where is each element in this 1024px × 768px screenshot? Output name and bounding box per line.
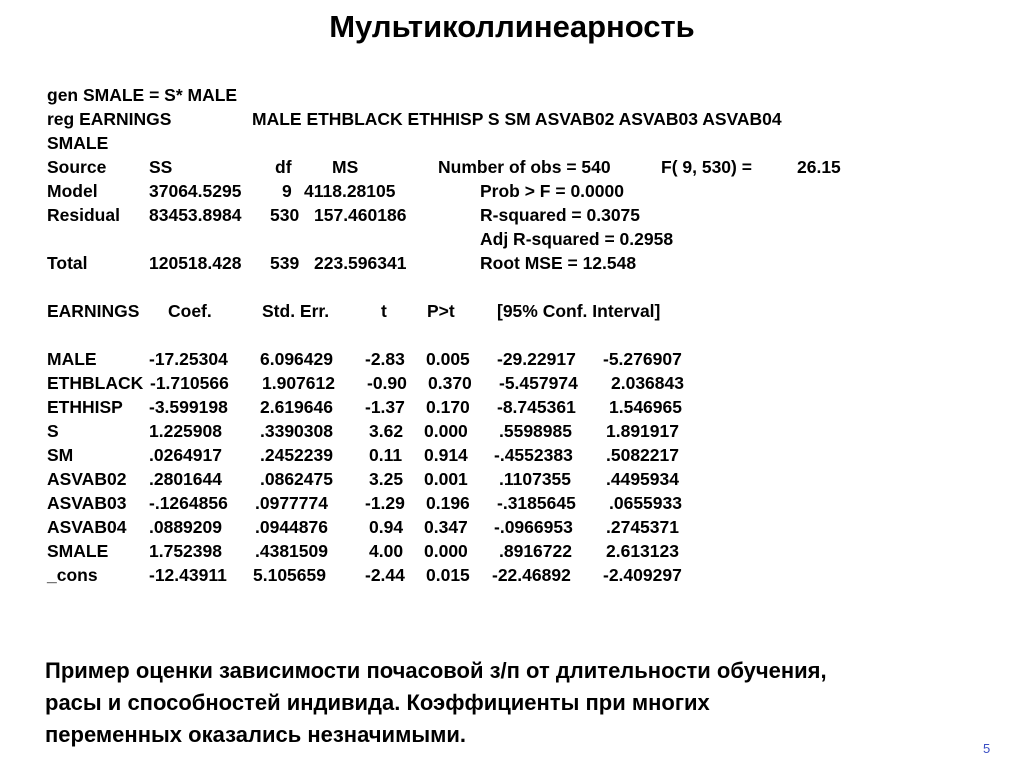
coef-var: S xyxy=(47,421,59,441)
anova-header xyxy=(0,155,1024,179)
coef-value: -.1264856 xyxy=(149,493,228,513)
anova-ss: 83453.8984 xyxy=(149,205,242,225)
anova-ss: 37064.5295 xyxy=(149,181,242,201)
coef-t: 4.00 xyxy=(369,541,404,561)
reg-command-line xyxy=(0,107,1024,131)
coef-ci-hi: .2745371 xyxy=(606,517,679,537)
anova-row xyxy=(0,179,1024,203)
anova-row xyxy=(0,203,1024,227)
coef-ci-hi: 1.891917 xyxy=(606,421,679,441)
coef-row xyxy=(0,443,1024,467)
anova-stat: Adj R-squared = 0.2958 xyxy=(480,229,674,249)
coef-ci-lo: -.0966953 xyxy=(494,517,573,537)
coef-t: -1.29 xyxy=(365,493,405,513)
coef-se: .4381509 xyxy=(255,541,328,561)
header-p: P>t xyxy=(427,301,455,321)
coef-ci-hi: 1.546965 xyxy=(609,397,682,417)
coef-t: 0.11 xyxy=(369,445,403,465)
coef-value: 1.225908 xyxy=(149,421,222,441)
anova-ms: 157.460186 xyxy=(314,205,407,225)
coef-p: 0.196 xyxy=(426,493,470,513)
coef-se: 6.096429 xyxy=(260,349,333,369)
header-nobs: Number of obs = 540 xyxy=(438,157,611,177)
gen-command-line xyxy=(0,83,1024,107)
caption-line: переменных оказались незначимыми. xyxy=(45,722,467,747)
anova-ms: 4118.28105 xyxy=(304,181,396,201)
anova-source: Residual xyxy=(47,205,120,225)
coef-ci-hi: 2.036843 xyxy=(611,373,684,393)
coef-p: 0.914 xyxy=(424,445,468,465)
coef-value: 1.752398 xyxy=(149,541,222,561)
coef-value: -17.25304 xyxy=(149,349,228,369)
coef-se: .0977774 xyxy=(255,493,328,513)
coef-ci-hi: .4495934 xyxy=(606,469,679,489)
coef-t: -2.44 xyxy=(365,565,405,585)
coef-var: ASVAB04 xyxy=(47,517,127,537)
anova-df: 539 xyxy=(270,253,300,273)
coef-p: 0.170 xyxy=(426,397,470,417)
coef-ci-hi: .0655933 xyxy=(609,493,682,513)
reg-variables: MALE ETHBLACK ETHHISP S SM ASVAB02 ASVAB03 ASVAB04 xyxy=(252,109,782,129)
coef-value: -3.599198 xyxy=(149,397,228,417)
coef-se: 5.105659 xyxy=(253,565,326,585)
coef-value: .0889209 xyxy=(149,517,222,537)
coef-ci-lo: .8916722 xyxy=(499,541,572,561)
coef-p: 0.001 xyxy=(424,469,468,489)
coef-p: 0.005 xyxy=(426,349,470,369)
coef-row xyxy=(0,491,1024,515)
coef-se: .0862475 xyxy=(260,469,333,489)
page-number: 5 xyxy=(983,741,991,756)
anova-source: Total xyxy=(47,253,88,273)
coef-se: .3390308 xyxy=(260,421,333,441)
coef-t: -2.83 xyxy=(365,349,405,369)
anova-source: Model xyxy=(47,181,98,201)
coef-se: .2452239 xyxy=(260,445,333,465)
coef-ci-lo: -5.457974 xyxy=(499,373,578,393)
header-coef: Coef. xyxy=(168,301,212,321)
coef-var: ETHHISP xyxy=(47,397,123,417)
coef-t: 3.25 xyxy=(369,469,404,489)
coef-var: ASVAB03 xyxy=(47,493,127,513)
anova-df: 9 xyxy=(282,181,292,201)
coef-value: .2801644 xyxy=(149,469,222,489)
coef-row xyxy=(0,515,1024,539)
reg-command-continuation xyxy=(0,131,1024,155)
anova-stat: R-squared = 0.3075 xyxy=(480,205,641,225)
coef-ci-lo: -.3185645 xyxy=(497,493,576,513)
caption-line: расы и способностей индивида. Коэффициенты при многих xyxy=(45,690,710,715)
coef-row xyxy=(0,539,1024,563)
coef-ci-hi: .5082217 xyxy=(606,445,679,465)
header-depvar: EARNINGS xyxy=(47,301,140,321)
coef-se: 2.619646 xyxy=(260,397,333,417)
header-df: df xyxy=(275,157,292,177)
anova-row xyxy=(0,251,1024,275)
slide-title: Мультиколлинеарность xyxy=(329,9,695,44)
coef-row xyxy=(0,467,1024,491)
coef-var: ASVAB02 xyxy=(47,469,127,489)
header-std-err: Std. Err. xyxy=(262,301,330,321)
reg-command: reg EARNINGS xyxy=(47,109,172,129)
coef-p: 0.370 xyxy=(428,373,472,393)
coef-value: .0264917 xyxy=(149,445,222,465)
coef-p: 0.000 xyxy=(424,421,468,441)
header-f-value: 26.15 xyxy=(797,157,841,177)
coef-var: MALE xyxy=(47,349,97,369)
coef-header xyxy=(0,299,1024,323)
coef-ci-lo: .5598985 xyxy=(499,421,572,441)
coef-ci-lo: -22.46892 xyxy=(492,565,571,585)
coef-row xyxy=(0,347,1024,371)
coef-t: -0.90 xyxy=(367,373,407,393)
anova-stat: Root MSE = 12.548 xyxy=(480,253,637,273)
header-source: Source xyxy=(47,157,107,177)
coef-ci-lo: -8.745361 xyxy=(497,397,576,417)
coef-se: 1.907612 xyxy=(262,373,335,393)
coef-ci-lo: -29.22917 xyxy=(497,349,576,369)
coef-p: 0.347 xyxy=(424,517,468,537)
coef-ci-hi: -2.409297 xyxy=(603,565,682,585)
coef-ci-lo: .1107355 xyxy=(499,469,572,489)
coef-row xyxy=(0,371,1024,395)
coef-ci-hi: 2.613123 xyxy=(606,541,679,561)
coef-t: 3.62 xyxy=(369,421,404,441)
coef-row xyxy=(0,395,1024,419)
anova-row xyxy=(0,227,1024,251)
header-t: t xyxy=(381,301,387,321)
header-f-label: F( 9, 530) = xyxy=(661,157,752,177)
header-ss: SS xyxy=(149,157,173,177)
coef-ci-hi: -5.276907 xyxy=(603,349,682,369)
slide-caption xyxy=(45,655,985,751)
coef-ci-lo: -.4552383 xyxy=(494,445,573,465)
coef-row xyxy=(0,419,1024,443)
coef-var: ETHBLACK xyxy=(47,373,144,393)
reg-variables-cont: SMALE xyxy=(47,133,109,153)
anova-ms: 223.596341 xyxy=(314,253,407,273)
caption-line: Пример оценки зависимости почасовой з/п от длительности обучения, xyxy=(45,658,827,683)
coef-var: _cons xyxy=(47,565,98,585)
coef-value: -1.710566 xyxy=(150,373,229,393)
gen-command: gen SMALE = S* MALE xyxy=(47,85,238,105)
coef-value: -12.43911 xyxy=(149,565,227,585)
anova-stat: Prob > F = 0.0000 xyxy=(480,181,624,201)
coef-se: .0944876 xyxy=(255,517,328,537)
header-ms: MS xyxy=(332,157,359,177)
coef-row xyxy=(0,563,1024,587)
header-ci: [95% Conf. Interval] xyxy=(497,301,661,321)
anova-df: 530 xyxy=(270,205,300,225)
coef-var: SM xyxy=(47,445,74,465)
coef-t: 0.94 xyxy=(369,517,404,537)
coef-p: 0.000 xyxy=(424,541,468,561)
coef-p: 0.015 xyxy=(426,565,470,585)
coef-t: -1.37 xyxy=(365,397,405,417)
anova-ss: 120518.428 xyxy=(149,253,242,273)
coef-var: SMALE xyxy=(47,541,109,561)
